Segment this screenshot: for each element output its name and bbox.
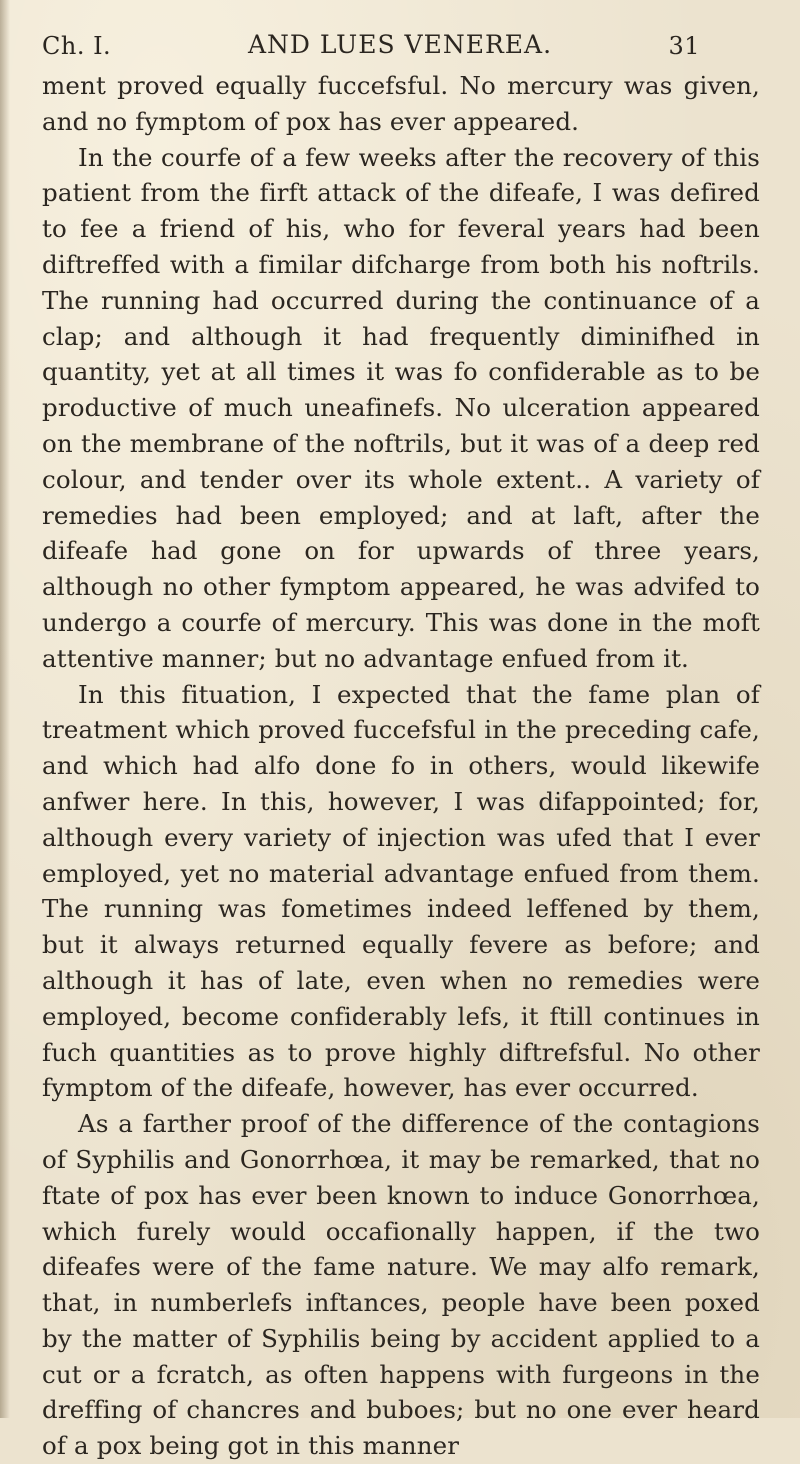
paragraph: In the courfe of a few weeks after the recovery of this patient from the firft attack of the difeafe, I was defired to fee a friend of his, who for feveral years had been diftreffed with a fimilar difcharge from both his noftrils. The running had occurred during the continuance of a clap; and although it had frequently diminifhed in quantity, yet at all times it was fo confiderable as to be productive of much uneafinefs. No ulceration appeared on the membrane of the noftrils, but it was of a deep red colour, and tender over its whole extent.. A variety of remedies had been employed; and at laft, after the difeafe had gone on for upwards of three years, although no other fymptom appeared, he was advifed to undergo a courfe of mercury. This was done in the moft attentive manner; but no advantage enfued from it.	[42, 142, 760, 673]
page-number: 31	[668, 32, 700, 60]
running-title: AND LUES VENEREA.	[248, 30, 553, 59]
paragraph-continuation: ment proved equally fuccefsful. No mercury was given, and no fymptom of pox has ever appeared.	[42, 71, 760, 136]
body-text	[42, 68, 760, 1464]
running-head	[42, 14, 760, 64]
paragraph: As a farther proof of the difference of the contagions of Syphilis and Gonorrhœa, it may be remarked, that no ftate of pox has ever been known to induce Gonorrhœa, which furely would occafionally happen, if the two difeafes were of the fame nature. We may alfo remark, that, in numberlefs inftances, people have been poxed by the matter of Syphilis being by accident applied to a cut or a fcratch, as often happens with furgeons in the dreffing of chancres and buboes; but no one ever heard of a pox being got in this manner	[42, 1109, 760, 1461]
paragraph: In this fituation, I expected that the fame plan of treatment which proved fuccefsful in the preceding cafe, and which had alfo done fo in others, would likewife anfwer here. In this, however, I was difappointed; for, although every variety of injection was ufed that I ever employed, yet no material advantage enfued from them. The running was fometimes indeed leffened by them, but it always returned equally fevere as before; and although it has of late, even when no remedies were employed, become confiderably lefs, it ftill continues in fuch quantities as to prove highly diftrefsful. No other fymptom of the difeafe, however, has ever occurred.	[42, 679, 760, 1103]
chapter-label: Ch. I.	[42, 32, 112, 60]
binding-shadow	[0, 0, 10, 1418]
